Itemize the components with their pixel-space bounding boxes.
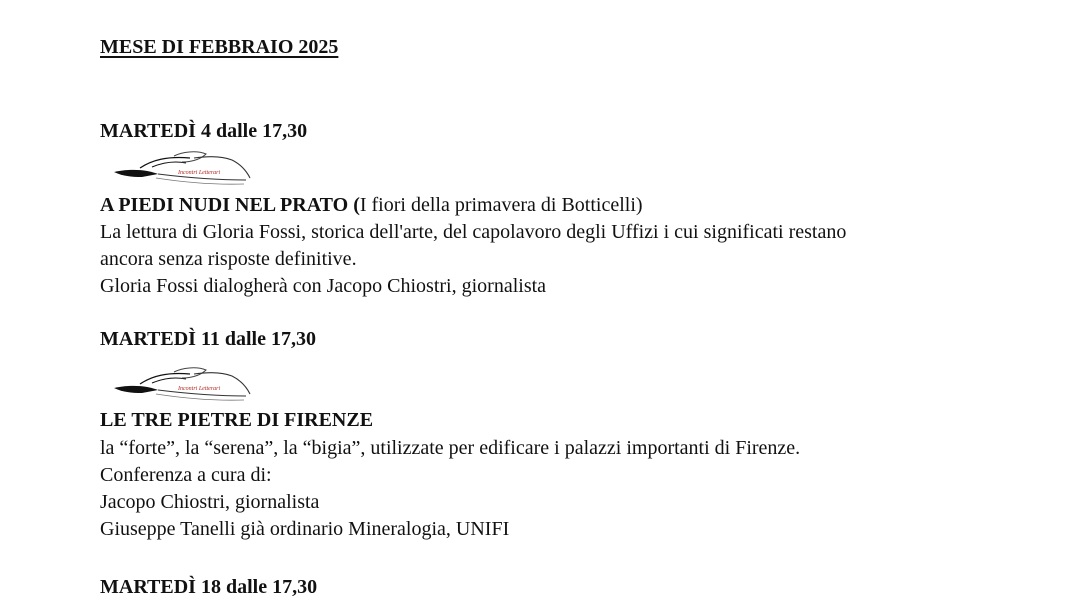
- event-date: MARTEDÌ 18 dalle 17,30: [100, 576, 318, 598]
- event-text-line: La lettura di Gloria Fossi, storica dell'arte, del capolavoro degli Uffizi i cui significati restano: [100, 221, 847, 243]
- event-text-line: Conferenza a cura di:: [100, 464, 272, 486]
- event-title-bold: LE TRE PIETRE DI FIRENZE: [100, 409, 374, 431]
- event-title: [100, 194, 643, 217]
- event-text-line: ancora senza risposte definitive.: [100, 248, 357, 270]
- event-title-bold: A PIEDI NUDI NEL PRATO (: [100, 194, 360, 216]
- event-text-line: la “forte”, la “serena”, la “bigia”, utilizzate per edificare i palazzi importanti di Firenze.: [100, 437, 801, 459]
- incontri-letterari-logo: [112, 150, 254, 188]
- incontri-letterari-logo: [112, 366, 254, 404]
- event-date: MARTEDÌ 4 dalle 17,30: [100, 120, 308, 142]
- event-text-line: Gloria Fossi dialogherà con Jacopo Chiostri, giornalista: [100, 275, 547, 297]
- event-title-rest: I fiori della primavera di Botticelli): [359, 194, 643, 216]
- month-title: MESE DI FEBBRAIO 2025: [100, 36, 339, 58]
- svg-text:Incontri Letterari: Incontri Letterari: [178, 386, 221, 392]
- event-date: MARTEDÌ 11 dalle 17,30: [100, 328, 316, 350]
- event-text-line: Jacopo Chiostri, giornalista: [100, 491, 320, 513]
- event-text-line: Giuseppe Tanelli già ordinario Mineralogia, UNIFI: [100, 518, 510, 540]
- svg-text:Incontri Letterari: Incontri Letterari: [178, 170, 221, 176]
- event-title: [100, 409, 373, 432]
